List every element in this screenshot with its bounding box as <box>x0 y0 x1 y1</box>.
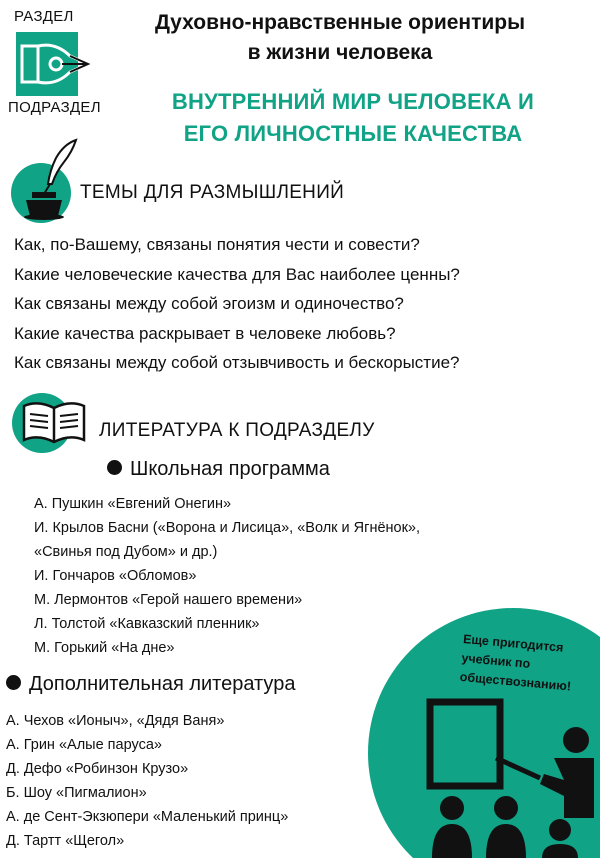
list-item: М. Горький «На дне» <box>34 640 175 656</box>
page-title <box>105 8 575 68</box>
page-subtitle-line-1: ВНУТРЕННИЙ МИР ЧЕЛОВЕКА И <box>171 89 535 114</box>
list-item: Какие человеческие качества для Вас наиболее ценны? <box>14 264 460 284</box>
themes-questions-list <box>14 230 460 378</box>
literature-heading: ЛИТЕРАТУРА К ПОДРАЗДЕЛУ <box>99 420 375 441</box>
bullet-icon <box>107 460 122 475</box>
note-line-2: учебник по <box>460 650 531 671</box>
extra-literature-heading: Дополнительная литература <box>6 673 295 696</box>
page-title-line-1: Духовно-нравственные ориентиры <box>154 11 526 34</box>
note-line-3: обществознанию! <box>459 669 572 694</box>
list-item: М. Лермонтов «Герой нашего времени» <box>34 592 303 608</box>
list-item: «Свинья под Дубом» и др.) <box>34 544 218 560</box>
bullet-icon <box>6 675 21 690</box>
classroom-decoration <box>368 608 600 858</box>
themes-heading: ТЕМЫ ДЛЯ РАЗМЫШЛЕНИЙ <box>80 182 345 203</box>
page-subtitle-line-2: ЕГО ЛИЧНОСТНЫЕ КАЧЕСТВА <box>183 121 523 146</box>
subsection-label: ПОДРАЗДЕЛ <box>8 99 101 116</box>
school-program-list <box>34 492 420 660</box>
inkwell-quill-icon <box>16 136 86 222</box>
list-item: А. Грин «Алые паруса» <box>6 737 162 753</box>
teacher-classroom-icon <box>368 608 600 858</box>
list-item: Л. Толстой «Кавказский пленник» <box>34 616 260 632</box>
open-book-icon <box>20 398 88 446</box>
note-line-1: Еще пригодится <box>462 631 564 655</box>
list-item: Какие качества раскрывает в человеке любовь? <box>14 323 396 343</box>
page-subtitle <box>118 86 588 150</box>
extra-literature-list <box>6 709 288 853</box>
list-item: Д. Дефо «Робинзон Крузо» <box>6 761 189 777</box>
list-item: Б. Шоу «Пигмалион» <box>6 785 147 801</box>
section-label: РАЗДЕЛ <box>14 8 74 25</box>
list-item: Как, по-Вашему, связаны понятия чести и совести? <box>14 235 420 254</box>
logo-pen-nib-icon <box>16 32 100 96</box>
list-item: А. Чехов «Ионыч», «Дядя Ваня» <box>6 713 225 729</box>
list-item: Как связаны между собой эгоизм и одиночество? <box>14 294 404 313</box>
list-item: Как связаны между собой отзывчивость и бескорыстие? <box>14 353 460 372</box>
list-item: А. Пушкин «Евгений Онегин» <box>34 496 232 512</box>
page-title-line-2: в жизни человека <box>247 41 433 64</box>
school-program-heading: Школьная программа <box>107 458 330 481</box>
list-item: И. Гончаров «Обломов» <box>34 568 197 584</box>
list-item: А. де Сент-Экзюпери «Маленький принц» <box>6 809 289 825</box>
list-item: Д. Тартт «Щегол» <box>6 833 125 849</box>
list-item: И. Крылов Басни («Ворона и Лисица», «Волк и Ягнёнок», <box>34 520 421 536</box>
